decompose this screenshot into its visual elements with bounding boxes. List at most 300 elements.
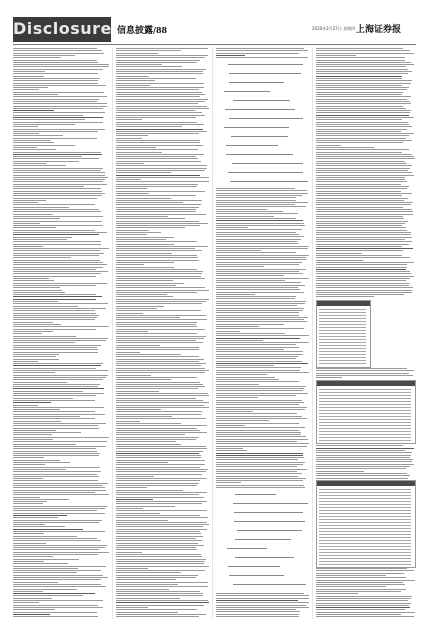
text-line — [13, 296, 102, 297]
text-line — [216, 197, 296, 198]
text-line — [13, 586, 106, 587]
text-line — [116, 80, 155, 81]
text-line — [13, 73, 98, 74]
text-line — [316, 232, 411, 233]
text-line — [116, 487, 147, 488]
text-line — [316, 48, 403, 49]
text-line — [216, 390, 303, 391]
text-line — [13, 280, 54, 281]
text-line — [316, 131, 401, 132]
text-line — [13, 324, 61, 325]
text-line — [316, 255, 402, 256]
text-line — [13, 232, 107, 233]
text-line — [216, 301, 306, 302]
text-line — [116, 170, 205, 171]
text-line — [116, 552, 142, 553]
text-line — [116, 246, 208, 247]
text-line — [216, 335, 309, 336]
text-line — [116, 161, 201, 162]
text-line — [13, 591, 43, 592]
text-line — [216, 255, 309, 256]
text-line — [316, 152, 402, 153]
text-line — [13, 181, 103, 182]
text-line — [116, 117, 196, 118]
table-row — [319, 410, 411, 411]
text-line — [316, 66, 406, 67]
text-line — [13, 382, 67, 383]
text-line — [116, 391, 159, 392]
text-line — [116, 283, 184, 284]
text-line — [13, 359, 59, 360]
text-line — [316, 57, 405, 58]
text-line — [316, 101, 410, 102]
text-line — [216, 294, 255, 295]
text-line — [316, 209, 412, 210]
table-row — [319, 437, 411, 438]
text-line — [216, 354, 303, 355]
text-line — [216, 48, 304, 49]
text-line — [116, 566, 209, 567]
table-row — [319, 504, 411, 505]
text-line — [216, 204, 295, 205]
text-line — [316, 73, 408, 74]
table-row — [319, 428, 411, 429]
text-line — [116, 598, 180, 599]
text-line — [216, 400, 302, 401]
text-line — [13, 165, 66, 166]
text-line — [316, 609, 405, 610]
text-line — [116, 559, 206, 560]
text-line — [116, 340, 196, 341]
text-line — [216, 427, 305, 428]
text-line — [316, 172, 412, 173]
text-line — [116, 227, 185, 228]
text-line — [116, 361, 199, 362]
table-row — [319, 546, 411, 547]
table-row — [319, 492, 411, 493]
text-line — [116, 310, 201, 311]
text-line — [316, 577, 406, 578]
text-line — [216, 273, 303, 274]
text-line — [316, 273, 411, 274]
text-line — [316, 85, 402, 86]
text-line — [13, 602, 39, 603]
text-line — [216, 275, 284, 276]
text-line — [116, 402, 209, 403]
text-line — [116, 538, 196, 539]
text-line — [116, 441, 176, 442]
text-line — [316, 138, 406, 139]
text-line — [216, 269, 306, 270]
text-line — [216, 305, 297, 306]
text-line — [13, 520, 102, 521]
table-row — [319, 413, 411, 414]
section-name: 信息披露 — [117, 26, 154, 36]
text-line — [13, 287, 60, 288]
text-line — [216, 200, 296, 201]
text-line — [216, 602, 309, 603]
table-row — [319, 392, 411, 393]
text-line — [13, 193, 105, 194]
text-line — [13, 110, 54, 111]
text-line — [216, 296, 296, 297]
table-row — [319, 549, 411, 550]
table-row — [319, 525, 411, 526]
text-line — [116, 306, 164, 307]
text-line — [116, 614, 206, 615]
text-line — [116, 612, 178, 613]
text-line — [116, 211, 196, 212]
text-line — [13, 202, 38, 203]
text-line — [116, 582, 208, 583]
table-row — [319, 561, 411, 562]
text-line — [116, 416, 172, 417]
text-line — [13, 170, 101, 171]
table-row — [319, 434, 411, 435]
text-line — [116, 506, 175, 507]
text-line — [216, 478, 306, 479]
text-line — [13, 529, 83, 530]
table-row — [319, 519, 411, 520]
text-line — [216, 393, 308, 394]
text-line — [116, 595, 203, 596]
text-line — [316, 464, 414, 465]
text-line — [316, 269, 406, 270]
text-line — [216, 239, 301, 240]
text-line — [116, 140, 200, 141]
text-line — [316, 181, 407, 182]
text-line — [13, 379, 103, 380]
text-line — [216, 430, 299, 431]
text-line — [316, 370, 414, 371]
text-line — [216, 595, 309, 596]
text-line — [116, 444, 181, 445]
text-line — [13, 384, 100, 385]
text-line — [216, 266, 264, 267]
text-line — [13, 260, 100, 261]
text-line — [216, 259, 306, 260]
text-line — [13, 485, 103, 486]
text-line — [116, 329, 205, 330]
text-line — [216, 358, 296, 359]
text-line — [13, 375, 108, 376]
text-line — [316, 96, 411, 97]
text-line — [316, 179, 405, 180]
text-line — [316, 605, 409, 606]
text-line — [13, 416, 80, 417]
text-line — [13, 331, 53, 332]
text-line — [116, 437, 199, 438]
text-line — [316, 250, 403, 251]
text-line — [216, 605, 306, 606]
text-line — [216, 220, 303, 221]
text-line — [116, 108, 209, 109]
formula-line — [229, 116, 303, 122]
text-line — [13, 264, 107, 265]
text-line — [216, 282, 301, 283]
text-line — [13, 508, 105, 509]
text-line — [316, 241, 412, 242]
text-line — [13, 398, 73, 399]
text-line — [316, 168, 410, 169]
text-line — [116, 163, 144, 164]
text-line — [13, 570, 101, 571]
text-line — [216, 211, 283, 212]
text-line — [316, 375, 413, 376]
text-line — [13, 244, 101, 245]
text-line — [216, 443, 309, 444]
text-line — [316, 64, 414, 65]
text-line — [13, 467, 100, 468]
text-line — [316, 129, 407, 130]
text-line — [316, 607, 410, 608]
text-line — [13, 223, 40, 224]
text-line — [13, 411, 95, 412]
text-line — [116, 89, 199, 90]
text-line — [13, 303, 108, 304]
table-row — [319, 404, 411, 405]
text-line — [116, 522, 207, 523]
text-line — [13, 577, 108, 578]
text-line — [116, 195, 196, 196]
formula-line — [226, 152, 293, 158]
text-line — [116, 377, 197, 378]
text-line — [216, 53, 299, 54]
text-line — [13, 158, 99, 159]
text-line — [13, 372, 55, 373]
text-line — [116, 467, 200, 468]
text-line — [116, 225, 200, 226]
text-line — [13, 531, 105, 532]
text-line — [13, 503, 43, 504]
text-line — [216, 317, 308, 318]
text-line — [13, 547, 105, 548]
text-line — [13, 506, 107, 507]
text-line — [216, 333, 285, 334]
text-line — [116, 76, 149, 77]
text-line — [116, 365, 201, 366]
text-line — [216, 598, 309, 599]
text-line — [116, 287, 205, 288]
text-line — [13, 225, 103, 226]
table-row — [319, 516, 411, 517]
text-line — [216, 446, 307, 447]
table-row — [319, 363, 366, 364]
text-line — [316, 112, 410, 113]
text-line — [316, 253, 362, 254]
text-line — [13, 317, 97, 318]
text-line — [116, 455, 201, 456]
text-line — [216, 193, 308, 194]
text-line — [116, 393, 208, 394]
text-line — [216, 250, 261, 251]
text-line — [13, 147, 37, 148]
text-line — [13, 179, 105, 180]
text-line — [116, 87, 204, 88]
text-line — [216, 476, 298, 477]
text-line — [116, 177, 209, 178]
text-line — [13, 490, 106, 491]
issue-date: 2020年2月27日 星期四 — [312, 26, 356, 31]
text-line — [316, 223, 405, 224]
text-line — [116, 188, 147, 189]
text-line — [13, 237, 72, 238]
text-line — [116, 290, 209, 291]
table-row — [319, 543, 411, 544]
text-line — [13, 186, 84, 187]
text-line — [316, 163, 407, 164]
text-line — [13, 103, 107, 104]
text-line — [216, 609, 296, 610]
text-line — [216, 280, 285, 281]
text-line — [316, 278, 410, 279]
text-line — [216, 213, 298, 214]
text-line — [316, 264, 407, 265]
text-line — [216, 386, 306, 387]
text-line — [13, 566, 106, 567]
text-line — [13, 89, 39, 90]
text-line — [216, 356, 298, 357]
formula-line — [233, 501, 308, 507]
table-row — [319, 333, 366, 334]
text-line — [116, 414, 201, 415]
text-line — [216, 448, 243, 449]
text-line — [116, 476, 154, 477]
text-line — [13, 536, 77, 537]
column-separator — [112, 48, 113, 619]
text-line — [316, 285, 409, 286]
text-line — [13, 149, 56, 150]
text-line — [116, 253, 172, 254]
text-line — [13, 195, 102, 196]
text-line — [216, 57, 308, 58]
table-row — [319, 389, 411, 390]
text-line — [116, 296, 173, 297]
text-line — [116, 375, 151, 376]
text-line — [316, 184, 401, 185]
text-line — [116, 497, 204, 498]
text-line — [116, 607, 148, 608]
text-line — [13, 322, 53, 323]
text-line — [216, 225, 305, 226]
text-line — [316, 218, 404, 219]
data-table — [316, 480, 416, 568]
text-line — [13, 515, 67, 516]
text-line — [13, 154, 102, 155]
text-line — [316, 584, 405, 585]
text-line — [13, 306, 78, 307]
text-line — [216, 614, 299, 615]
formula-line — [228, 62, 303, 68]
text-line — [316, 117, 414, 118]
text-line — [316, 612, 415, 613]
text-line — [216, 370, 300, 371]
text-line — [13, 421, 61, 422]
text-line — [316, 568, 407, 569]
table-row — [319, 419, 411, 420]
column-separator — [212, 48, 213, 619]
formula-line — [228, 170, 303, 176]
text-line — [316, 452, 412, 453]
text-line — [116, 372, 205, 373]
text-line — [13, 257, 71, 258]
table-header — [317, 381, 415, 386]
text-line — [316, 161, 405, 162]
text-line — [216, 377, 275, 378]
text-line — [116, 423, 181, 424]
text-line — [316, 135, 409, 136]
text-line — [13, 598, 52, 599]
text-line — [13, 545, 107, 546]
text-line — [316, 175, 414, 176]
text-line — [316, 133, 414, 134]
text-line — [316, 257, 410, 258]
text-line — [13, 561, 44, 562]
text-line — [116, 92, 202, 93]
text-line — [116, 577, 196, 578]
text-line — [316, 211, 413, 212]
text-line — [13, 347, 97, 348]
text-line — [116, 508, 143, 509]
text-line — [13, 145, 75, 146]
text-line — [116, 119, 142, 120]
text-line — [216, 407, 307, 408]
table-row — [319, 425, 411, 426]
text-line — [116, 126, 182, 127]
text-line — [116, 154, 204, 155]
text-line — [13, 434, 52, 435]
text-line — [316, 53, 414, 54]
text-line — [116, 221, 199, 222]
text-line — [316, 94, 402, 95]
text-line — [13, 267, 103, 268]
text-line — [116, 101, 205, 102]
text-line — [13, 418, 95, 419]
text-line — [13, 142, 54, 143]
text-line — [116, 352, 140, 353]
text-line — [216, 292, 304, 293]
text-line — [116, 71, 203, 72]
text-line — [116, 216, 168, 217]
text-line — [13, 572, 77, 573]
text-line — [13, 533, 44, 534]
text-line — [116, 110, 195, 111]
text-line — [13, 177, 108, 178]
text-line — [116, 149, 198, 150]
text-line — [116, 492, 207, 493]
text-line — [316, 239, 405, 240]
text-line — [316, 475, 410, 476]
text-line — [13, 589, 77, 590]
text-line — [316, 593, 358, 594]
text-line — [116, 333, 197, 334]
text-line — [13, 175, 105, 176]
text-line — [116, 503, 202, 504]
text-line — [216, 397, 258, 398]
text-line — [116, 324, 196, 325]
text-line — [116, 267, 174, 268]
table-row — [319, 489, 411, 490]
formula-line — [232, 161, 303, 167]
text-line — [316, 478, 408, 479]
text-line — [13, 446, 106, 447]
table-row — [319, 395, 411, 396]
text-line — [116, 480, 200, 481]
text-line — [13, 354, 59, 355]
text-line — [13, 276, 96, 277]
text-line — [116, 398, 196, 399]
text-line — [13, 99, 99, 100]
